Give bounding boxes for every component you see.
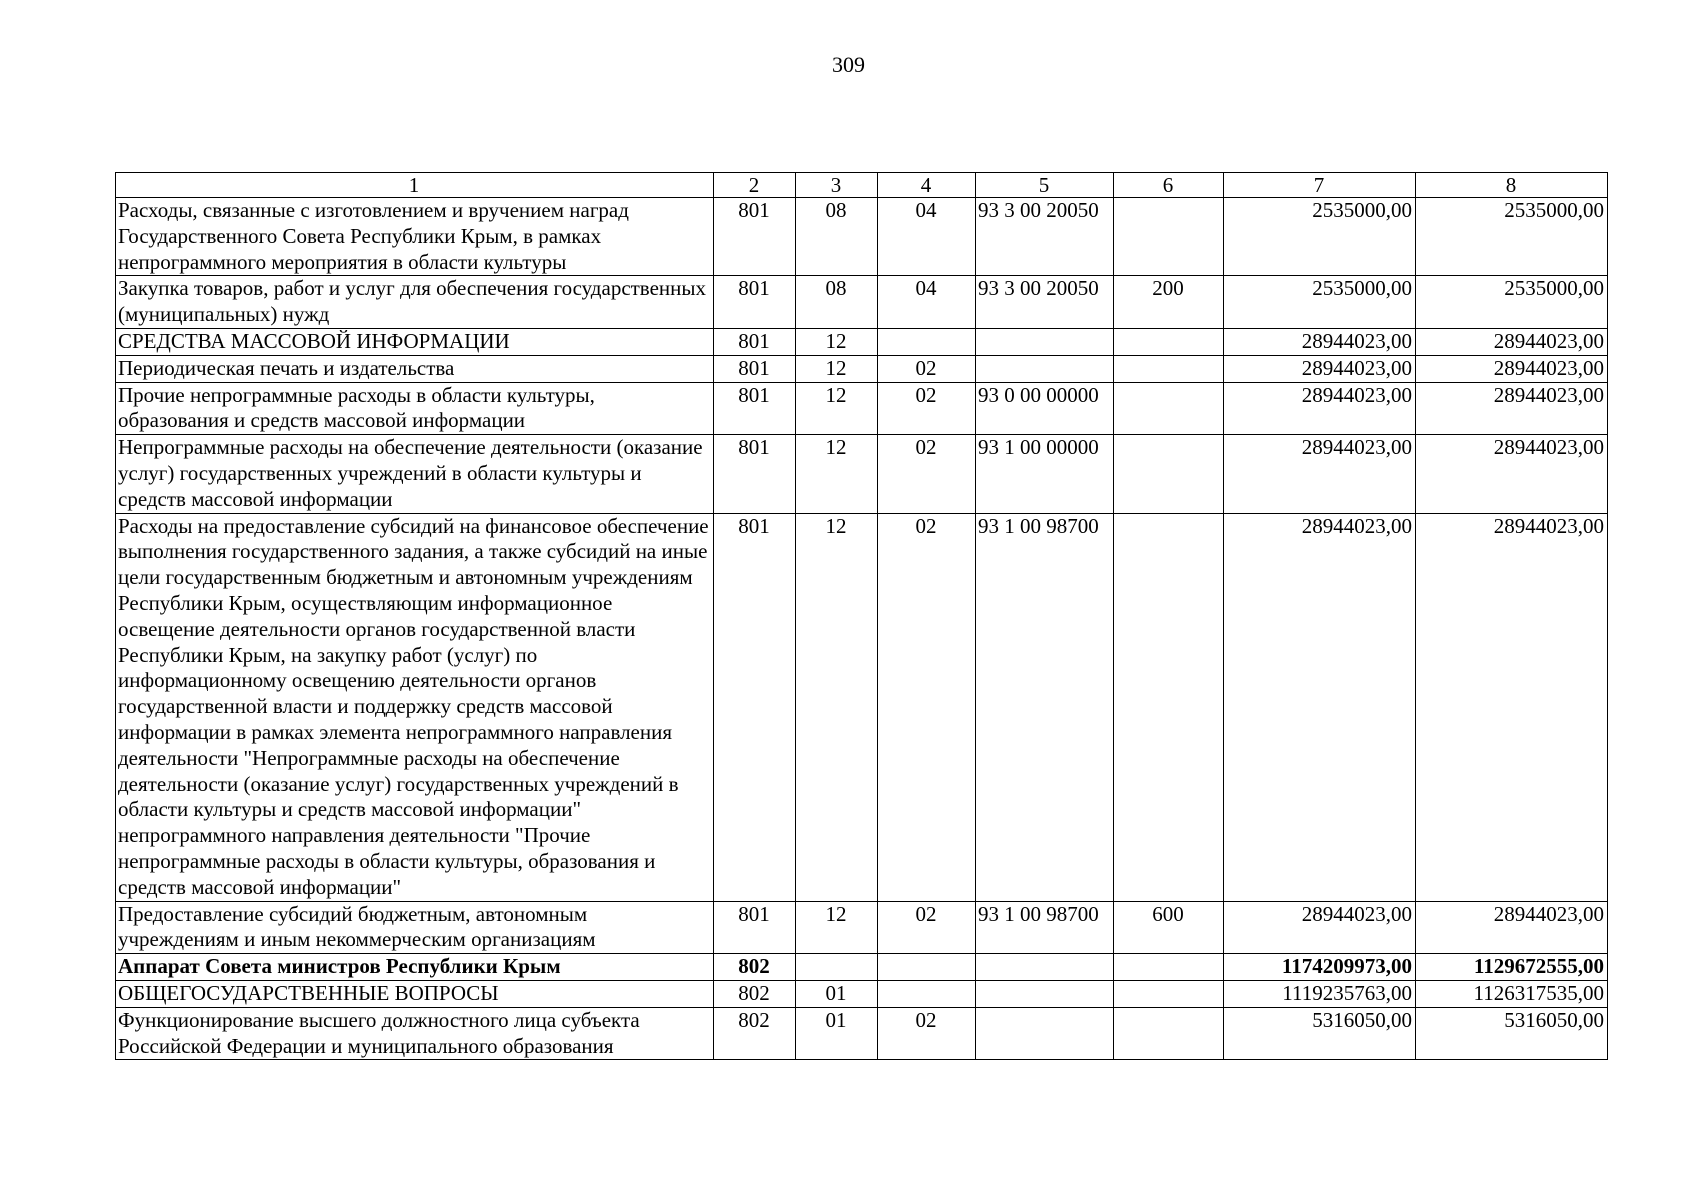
cell-amount-8: 28944023,00 [1416, 355, 1608, 382]
table-row [116, 954, 1608, 981]
cell-column-3 [796, 954, 878, 981]
cell-amount-8: 2535000,00 [1416, 198, 1608, 276]
row-description: ОБЩЕГОСУДАРСТВЕННЫЕ ВОПРОСЫ [116, 980, 714, 1007]
table-row [116, 276, 1608, 329]
column-header: 2 [714, 173, 796, 198]
cell-column-6 [1114, 198, 1224, 276]
row-description: Периодическая печать и издательства [116, 355, 714, 382]
row-description: Прочие непрограммные расходы в области культуры, образования и средств массовой информации [116, 382, 714, 435]
cell-column-6: 200 [1114, 276, 1224, 329]
column-header: 1 [116, 173, 714, 198]
cell-column-5 [976, 954, 1114, 981]
row-description: Расходы, связанные с изготовлением и вручением наград Государственного Совета Республики Крым, в рамках непрограммного мероприятия в области культуры [116, 198, 714, 276]
cell-column-5 [976, 1007, 1114, 1060]
row-description: СРЕДСТВА МАССОВОЙ ИНФОРМАЦИИ [116, 328, 714, 355]
table-row [116, 198, 1608, 276]
cell-column-2: 802 [714, 1007, 796, 1060]
table-row [116, 980, 1608, 1007]
cell-column-4 [878, 328, 976, 355]
cell-column-6 [1114, 328, 1224, 355]
cell-column-2: 802 [714, 980, 796, 1007]
cell-column-2: 801 [714, 198, 796, 276]
cell-column-5: 93 3 00 20050 [976, 276, 1114, 329]
cell-column-5: 93 1 00 98700 [976, 901, 1114, 954]
cell-column-3: 01 [796, 1007, 878, 1060]
cell-amount-7: 5316050,00 [1224, 1007, 1416, 1060]
cell-column-2: 801 [714, 382, 796, 435]
cell-column-4: 04 [878, 198, 976, 276]
cell-column-2: 801 [714, 513, 796, 901]
cell-column-4: 02 [878, 382, 976, 435]
cell-column-5 [976, 328, 1114, 355]
cell-amount-7: 1119235763,00 [1224, 980, 1416, 1007]
table-body [116, 198, 1608, 1060]
row-description: Непрограммные расходы на обеспечение деятельности (оказание услуг) государственных учреждений в области культуры и средств массовой информации [116, 435, 714, 513]
column-header: 5 [976, 173, 1114, 198]
cell-column-3: 01 [796, 980, 878, 1007]
cell-amount-7: 1174209973,00 [1224, 954, 1416, 981]
cell-amount-8: 1126317535,00 [1416, 980, 1608, 1007]
cell-column-3: 12 [796, 328, 878, 355]
cell-column-3: 08 [796, 198, 878, 276]
row-description: Расходы на предоставление субсидий на финансовое обеспечение выполнения государственного задания, а также субсидий на иные цели государственным бюджетным и автономным учреждениям Республики Крым, осуществляющим информационное освещение деятельности органов государственной власти Республики Крым, на закупку работ (услуг) по информационному освещению деятельности органов государственной власти и поддержку средств массовой информации в рамках элемента непрограммного направления деятельности "Непрограммные расходы на обеспечение деятельности (оказание услуг) государственных учреждений в области культуры и средств массовой информации" непрограммного направления деятельности "Прочие непрограммные расходы в области культуры, образования и средств массовой информации" [116, 513, 714, 901]
cell-amount-8: 2535000,00 [1416, 276, 1608, 329]
cell-amount-7: 28944023,00 [1224, 513, 1416, 901]
cell-amount-7: 28944023,00 [1224, 355, 1416, 382]
cell-column-3: 12 [796, 901, 878, 954]
cell-column-2: 801 [714, 276, 796, 329]
cell-amount-8: 28944023,00 [1416, 513, 1608, 901]
cell-amount-8: 28944023,00 [1416, 901, 1608, 954]
cell-amount-7: 28944023,00 [1224, 435, 1416, 513]
cell-column-6 [1114, 435, 1224, 513]
column-header: 8 [1416, 173, 1608, 198]
table-row [116, 901, 1608, 954]
cell-column-4: 02 [878, 435, 976, 513]
cell-column-5 [976, 355, 1114, 382]
cell-column-5: 93 1 00 00000 [976, 435, 1114, 513]
cell-column-3: 12 [796, 513, 878, 901]
table-row [116, 513, 1608, 901]
cell-column-2: 801 [714, 328, 796, 355]
table-row [116, 435, 1608, 513]
cell-column-2: 802 [714, 954, 796, 981]
page-number: 309 [832, 52, 865, 77]
cell-column-6 [1114, 513, 1224, 901]
budget-table [115, 172, 1608, 1060]
column-header: 3 [796, 173, 878, 198]
cell-column-4 [878, 954, 976, 981]
cell-amount-8: 28944023,00 [1416, 435, 1608, 513]
cell-column-3: 08 [796, 276, 878, 329]
cell-column-5: 93 0 00 00000 [976, 382, 1114, 435]
row-description: Предоставление субсидий бюджетным, автономным учреждениям и иным некоммерческим организациям [116, 901, 714, 954]
column-header: 7 [1224, 173, 1416, 198]
cell-column-3: 12 [796, 355, 878, 382]
cell-amount-7: 2535000,00 [1224, 276, 1416, 329]
cell-column-4: 02 [878, 901, 976, 954]
cell-amount-8: 28944023,00 [1416, 328, 1608, 355]
cell-column-5 [976, 980, 1114, 1007]
table-header-row [116, 173, 1608, 198]
cell-amount-7: 28944023,00 [1224, 382, 1416, 435]
cell-amount-8: 1129672555,00 [1416, 954, 1608, 981]
row-description: Закупка товаров, работ и услуг для обеспечения государственных (муниципальных) нужд [116, 276, 714, 329]
table-row [116, 328, 1608, 355]
table-row [116, 1007, 1608, 1060]
cell-column-4: 02 [878, 355, 976, 382]
row-description: Функционирование высшего должностного лица субъекта Российской Федерации и муниципального образования [116, 1007, 714, 1060]
cell-amount-7: 28944023,00 [1224, 901, 1416, 954]
column-header: 4 [878, 173, 976, 198]
cell-column-4: 02 [878, 1007, 976, 1060]
cell-column-6 [1114, 1007, 1224, 1060]
cell-column-2: 801 [714, 355, 796, 382]
cell-column-6 [1114, 980, 1224, 1007]
cell-column-6 [1114, 382, 1224, 435]
table-row [116, 355, 1608, 382]
cell-column-5: 93 3 00 20050 [976, 198, 1114, 276]
cell-column-2: 801 [714, 901, 796, 954]
table-row [116, 382, 1608, 435]
cell-amount-8: 28944023,00 [1416, 382, 1608, 435]
cell-column-2: 801 [714, 435, 796, 513]
cell-column-6 [1114, 954, 1224, 981]
cell-column-5: 93 1 00 98700 [976, 513, 1114, 901]
cell-column-4 [878, 980, 976, 1007]
cell-column-4: 02 [878, 513, 976, 901]
cell-column-6: 600 [1114, 901, 1224, 954]
cell-amount-7: 28944023,00 [1224, 328, 1416, 355]
column-header: 6 [1114, 173, 1224, 198]
cell-column-4: 04 [878, 276, 976, 329]
cell-amount-7: 2535000,00 [1224, 198, 1416, 276]
row-description: Аппарат Совета министров Республики Крым [116, 954, 714, 981]
cell-column-6 [1114, 355, 1224, 382]
cell-column-3: 12 [796, 435, 878, 513]
cell-column-3: 12 [796, 382, 878, 435]
cell-amount-8: 5316050,00 [1416, 1007, 1608, 1060]
